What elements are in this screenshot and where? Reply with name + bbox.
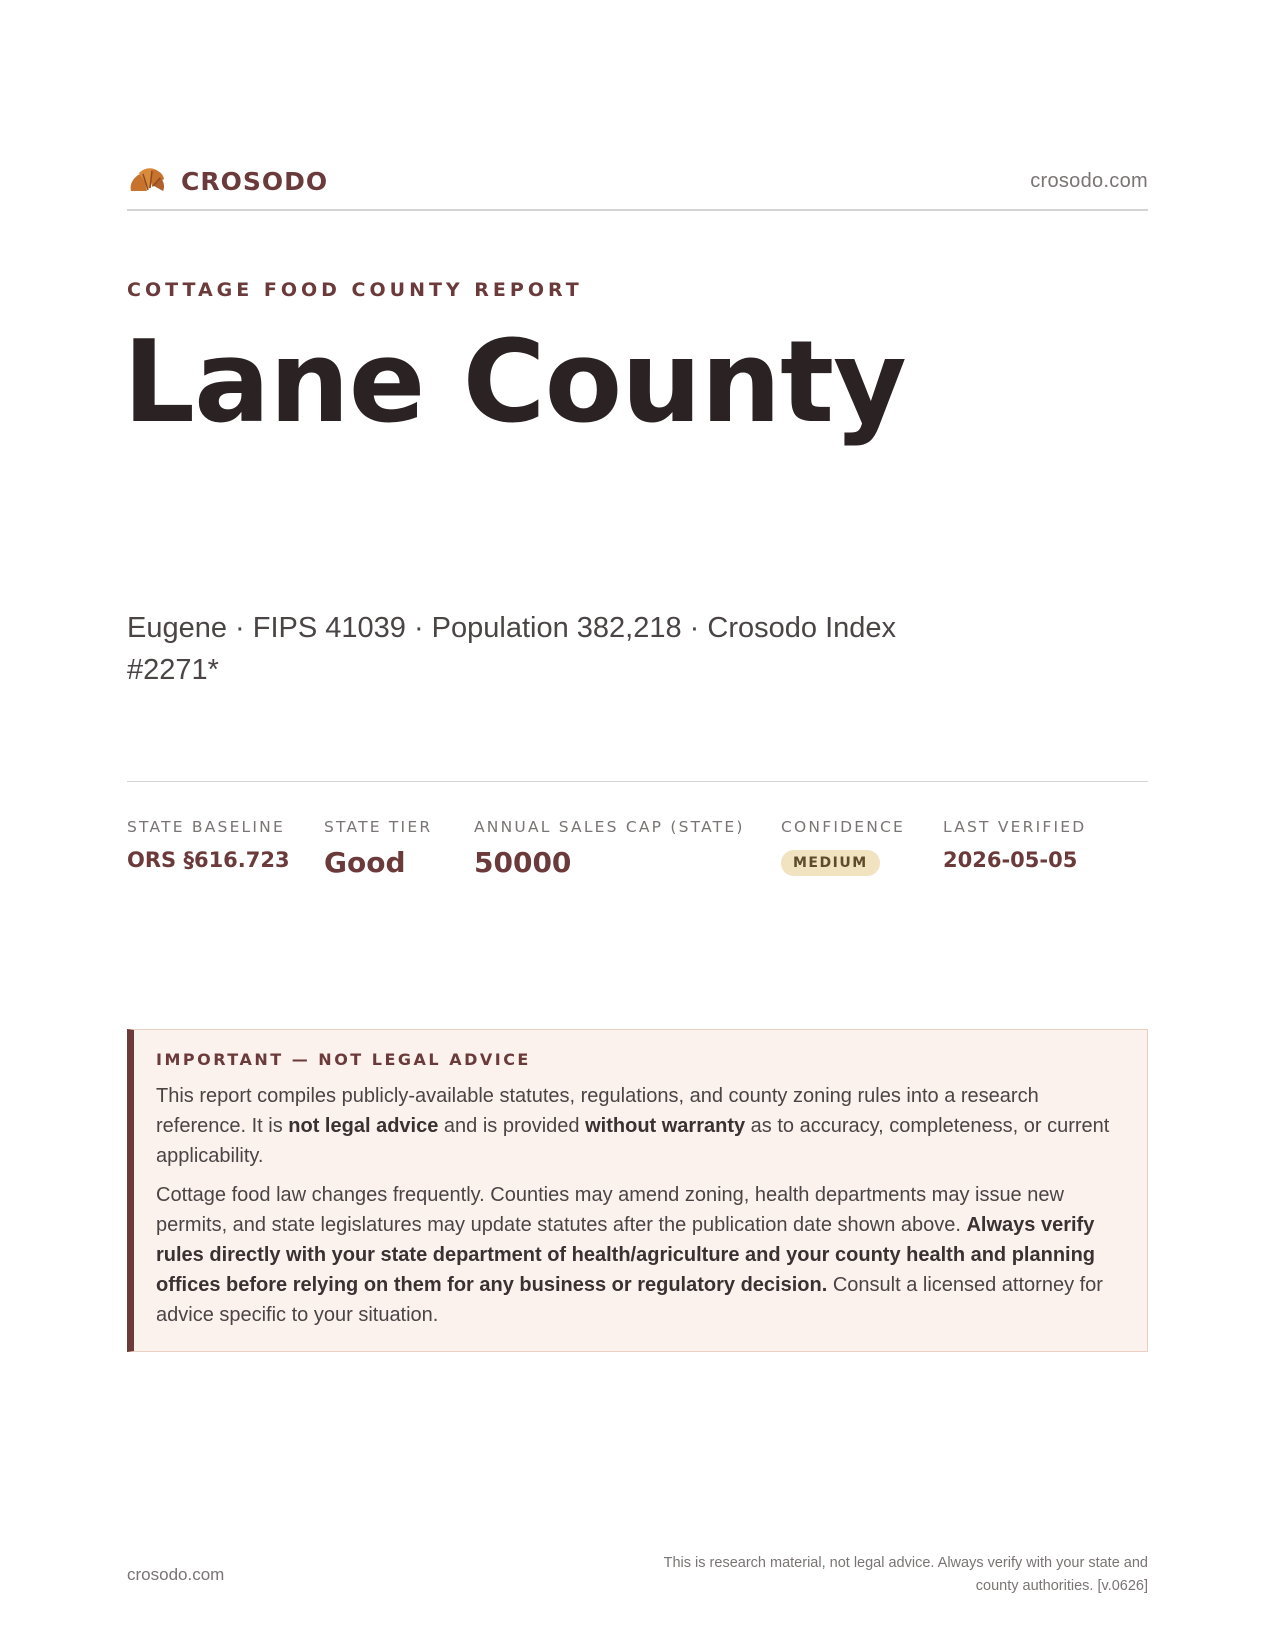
notice-text: Cottage food law changes frequently. Counties may amend zoning, health departments may issue new permits, and state legislatures may update statutes after the publication date shown above.	[156, 1184, 1064, 1236]
brand-name: CROSODO	[181, 166, 329, 196]
stat-label: ANNUAL SALES CAP (STATE)	[474, 818, 745, 836]
stat-confidence	[781, 818, 905, 876]
notice-emphasis: Always verify rules directly with your state department of health/agriculture and your county health and planning offices before relying on them for any business or regulatory decision.	[156, 1214, 1096, 1296]
report-kicker: COTTAGE FOOD COUNTY REPORT	[127, 279, 583, 301]
notice-emphasis: not legal advice	[288, 1115, 439, 1137]
notice-text: Consult a licensed attorney for advice specific to your situation.	[156, 1274, 1103, 1326]
stat-last-verified	[943, 818, 1086, 872]
site-url-link[interactable]: crosodo.com	[1030, 169, 1148, 192]
report-subtitle: Eugene · FIPS 41039 · Population 382,218 · Crosodo Index #2271*	[127, 612, 897, 686]
notice-text: This report compiles publicly-available statutes, regulations, and county zoning rules into a research reference. It is	[156, 1085, 1039, 1137]
section-divider	[127, 781, 1148, 782]
page-title: Lane County	[123, 316, 906, 448]
confidence-badge: MEDIUM	[781, 850, 880, 876]
stat-label: STATE TIER	[324, 818, 433, 836]
notice-title: IMPORTANT — NOT LEGAL ADVICE	[156, 1050, 531, 1069]
stat-label: CONFIDENCE	[781, 818, 906, 836]
stat-state-tier	[324, 818, 432, 879]
notice-text: and is provided	[438, 1115, 586, 1137]
footer-disclaimer: This is research material, not legal advice. Always verify with your state and county authorities. [v.0626]	[663, 1555, 1148, 1594]
croissant-icon	[127, 161, 167, 201]
brand[interactable]	[127, 161, 328, 201]
stat-value: ORS §616.723	[127, 848, 290, 872]
footer-site-link[interactable]: crosodo.com	[127, 1565, 225, 1584]
legal-notice	[127, 1029, 1148, 1352]
stat-label: LAST VERIFIED	[943, 818, 1087, 836]
stat-annual-sales-cap	[474, 818, 745, 879]
header-divider	[127, 209, 1148, 211]
page-header	[127, 158, 1148, 204]
notice-paragraph-2	[156, 1180, 1125, 1330]
stats-row	[127, 818, 1148, 898]
notice-paragraph-1	[156, 1081, 1125, 1171]
stat-value: 2026-05-05	[943, 848, 1078, 872]
report-page	[123, 0, 1148, 1650]
stat-state-baseline	[127, 818, 290, 872]
notice-text: as to accuracy, completeness, or current applicability.	[156, 1115, 1110, 1167]
stat-label: STATE BASELINE	[127, 818, 285, 836]
notice-emphasis: without warranty	[585, 1115, 746, 1137]
stat-value: 50000	[474, 846, 572, 879]
stat-value: Good	[324, 846, 406, 879]
